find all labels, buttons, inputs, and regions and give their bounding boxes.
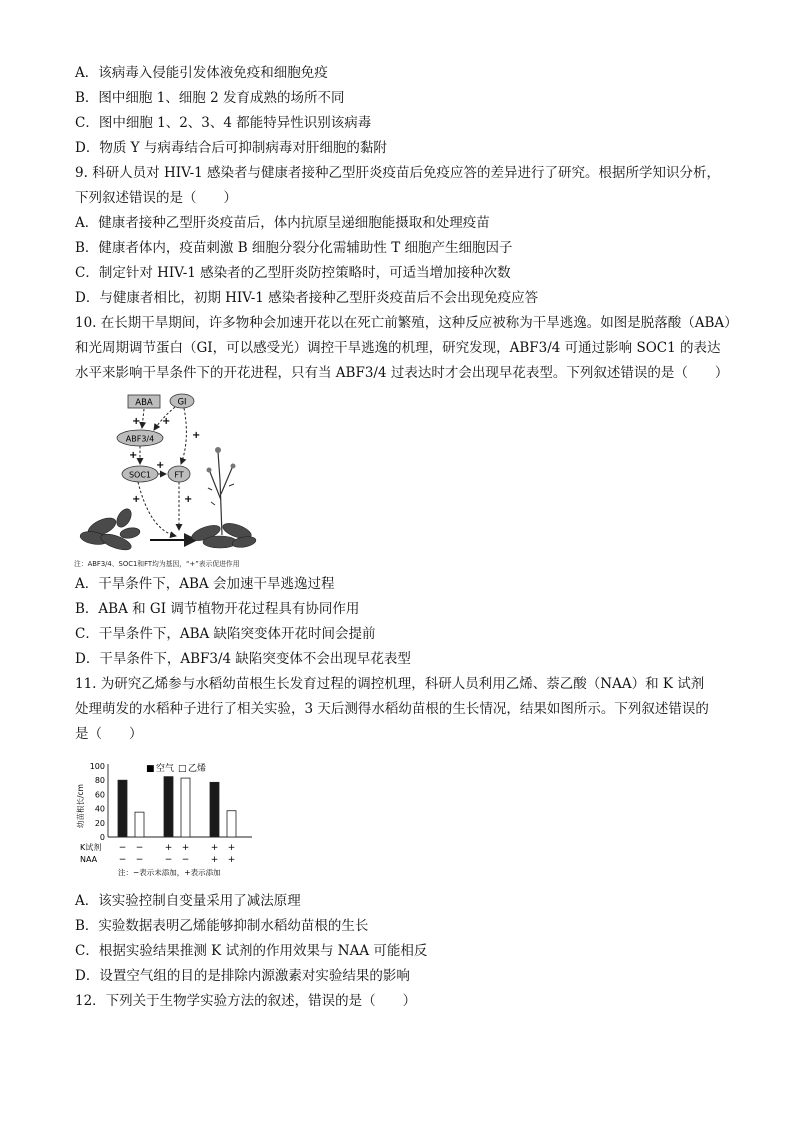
arrow-soc1-flowering [138,482,176,536]
treatment-mark: + [227,843,236,853]
soc1-label: SOC1 [128,470,152,480]
arrow-gi-ft [181,408,186,464]
treatment-mark: + [181,843,190,853]
q12-stem: 12．下列关于生物学实验方法的叙述，错误的是（ ） [75,993,417,1009]
q10-stem-line2: 和光周期调节蛋白（GI，可以感受光）调控干旱逃逸的机理，研究发现，ABF3/4 可通过影响 SOC1 的表达 [75,340,721,356]
plus-sign: + [129,450,138,461]
q11-option-b: B．实验数据表明乙烯能够抑制水稻幼苗根的生长 [75,918,369,934]
bar-air-1 [118,780,127,837]
plus-sign: + [184,494,193,505]
row-label-naa: NAA [80,855,98,864]
q10-regulation-diagram [72,390,272,572]
treatment-mark: + [210,855,219,865]
treatment-mark: − [164,855,173,865]
y-tick-label: 40 [94,804,105,814]
ft-label: FT [174,470,184,480]
gi-label: GI [177,397,187,408]
q11-option-c: C．根据实验结果推测 K 试剂的作用效果与 NAA 可能相反 [75,943,428,959]
plus-sign: + [132,494,141,505]
chart-note: 注：−表示未添加，+表示添加 [118,868,221,877]
diagram-note: 注：ABF3/4、SOC1和FT均为基因，“+”表示促进作用 [74,560,240,568]
bar-air-3 [210,782,219,837]
legend-air: 空气 [156,764,175,774]
q10-option-d: D．干旱条件下，ABF3/4 缺陷突变体不会出现早花表型 [75,651,411,667]
q11-bar-chart [72,752,292,882]
q11-stem-line1: 11. 为研究乙烯参与水稻幼苗根生长发育过程的调控机理，科研人员利用乙烯、萘乙酸（NAA）和 K 试剂 [75,676,705,692]
q10-stem-line1: 10. 在长期干旱期间，许多物种会加速开花以在死亡前繁殖，这种反应被称为干旱逃逸。如图是脱落酸（ABA） [75,315,738,331]
q8-option-b: B．图中细胞 1、细胞 2 发育成熟的场所不同 [75,90,345,106]
legend-mark-air: ■ [146,764,155,774]
q9-option-d: D．与健康者相比，初期 HIV-1 感染者接种乙型肝炎疫苗后不会出现免疫应答 [75,290,539,306]
q10-stem-line3: 水平来影响干旱条件下的开花进程，只有当 ABF3/4 过表达时才会出现早花表型。下列叙述错误的是（ ） [75,365,729,381]
y-tick-label: 0 [99,833,105,842]
plus-sign: + [162,416,171,427]
treatment-mark: + [164,843,173,853]
treatment-mark: − [118,843,127,853]
rosette-plant-illustration [79,506,141,553]
q9-stem-line1: 9. 科研人员对 HIV-1 感染者与健康者接种乙型肝炎疫苗后免疫应答的差异进行了研究。根据所学知识分析， [75,165,721,181]
bar-ethylene-2 [181,778,190,837]
y-tick-label: 20 [94,818,105,828]
abf-label: ABF3/4 [125,434,155,444]
treatment-mark: − [135,855,144,865]
plus-sign: + [132,416,141,427]
plus-sign: + [192,430,201,441]
treatment-mark: − [135,843,144,853]
q11-stem-line3: 是（ ） [75,726,143,742]
q8-option-d: D．物质 Y 与病毒结合后可抑制病毒对肝细胞的黏附 [75,140,387,156]
q10-option-b: B．ABA 和 GI 调节植物开花过程具有协同作用 [75,601,360,617]
treatment-mark: + [210,843,219,853]
q9-stem-line2: 下列叙述错误的是（ ） [75,190,237,206]
treatment-mark: − [118,855,127,865]
q9-option-b: B．健康者体内，疫苗刺激 B 细胞分裂分化需辅助性 T 细胞产生细胞因子 [75,240,513,256]
y-tick-label: 60 [94,790,105,800]
q8-option-a: A．该病毒入侵能引发体液免疫和细胞免疫 [75,65,328,81]
y-axis-label: 幼苗根长/cm [76,784,85,828]
treatment-mark: − [181,855,190,865]
q11-option-d: D．设置空气组的目的是排除内源激素对实验结果的影响 [75,968,410,984]
legend-mark-ethylene: □ [178,764,187,774]
treatment-mark: + [227,855,236,865]
flowering-plant-illustration [190,447,257,549]
q10-option-a: A．干旱条件下，ABA 会加速干旱逃逸过程 [75,576,335,592]
q11-option-a: A．该实验控制自变量采用了减法原理 [75,893,301,909]
y-tick-label: 100 [89,762,105,771]
q10-option-c: C．干旱条件下，ABA 缺陷突变体开花时间会提前 [75,626,376,642]
legend-ethylene: 乙烯 [188,764,207,774]
arrow-aba-abf [142,409,144,428]
q8-option-c: C．图中细胞 1、2、3、4 都能特异性识别该病毒 [75,115,372,131]
aba-label: ABA [135,398,153,408]
y-tick-label: 80 [94,776,105,786]
row-label-k-reagent: K试剂 [80,843,102,852]
bar-ethylene-1 [135,812,144,837]
plus-sign: + [156,460,165,471]
q9-option-c: C．制定针对 HIV-1 感染者的乙型肝炎防控策略时，可适当增加接种次数 [75,265,511,281]
bar-ethylene-3 [227,811,236,837]
bar-air-2 [164,777,173,837]
q11-stem-line2: 处理萌发的水稻种子进行了相关实验，3 天后测得水稻幼苗根的生长情况，结果如图所示。下列叙述错误的 [75,701,709,717]
q9-option-a: A．健康者接种乙型肝炎疫苗后，体内抗原呈递细胞能摄取和处理疫苗 [75,215,490,231]
